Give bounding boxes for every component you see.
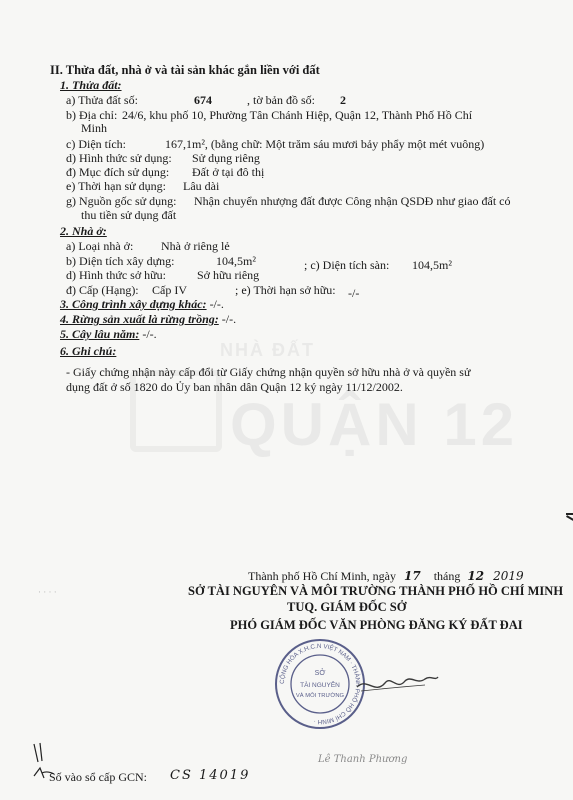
watermark-top: NHÀ ĐẤT	[220, 340, 315, 360]
term-value: Lâu dài	[183, 179, 220, 193]
parcel-row	[66, 93, 138, 107]
parcel-number: 674	[194, 93, 212, 107]
address-line1: 24/6, khu phố 10, Phường Tân Chánh Hiệp, Quận 12, Thành Phố Hồ Chí	[122, 108, 473, 122]
edge-mark	[566, 515, 573, 521]
area-value: 167,1m², (bằng chữ: Một trăm sáu mươi bảy phẩy một mét vuông)	[165, 137, 485, 151]
origin-label: g) Nguồn gốc sử dụng:	[66, 194, 177, 208]
gcn-label: Số vào sổ cấp GCN:	[49, 770, 147, 784]
origin-line1: Nhận chuyển nhượng đất được Công nhận QSDĐ như giao đất có	[194, 194, 511, 208]
parcel-label: a) Thửa đất số:	[66, 93, 138, 107]
place-date-prefix: Thành phố Hồ Chí Minh, ngày	[248, 569, 396, 583]
tuq-title: TUQ. GIÁM ĐỐC SỞ	[287, 600, 407, 614]
stamp-center-3: VÀ MÔI TRƯỜNG	[295, 693, 345, 699]
house-heading: 2. Nhà ở:	[60, 224, 107, 238]
stamp-center-2: TÀI NGUYÊN	[300, 682, 340, 689]
forest-row	[60, 312, 236, 326]
org-name: SỞ TÀI NGUYÊN VÀ MÔI TRƯỜNG THÀNH PHỐ HỒ CHÍ MINH	[188, 584, 564, 598]
notes-line2: dụng đất ở số 1820 do Ủy ban nhân dân Quận 12 ký ngày 11/12/2002.	[66, 380, 403, 394]
construction-row	[60, 297, 224, 311]
ownership-label: d) Hình thức sở hữu:	[66, 268, 167, 282]
year: 2019	[493, 569, 524, 583]
section-title: II. Thửa đất, nhà ở và tài sản khác gắn liền với đất	[50, 63, 320, 77]
floor-area-label: ; c) Diện tích sàn:	[304, 258, 390, 272]
deputy-title: PHÓ GIÁM ĐỐC VĂN PHÒNG ĐĂNG KÝ ĐẤT ĐAI	[230, 618, 523, 632]
signer-name: Lê Thanh Phương	[318, 754, 408, 765]
floor-area-value: 104,5m²	[412, 258, 452, 272]
land-heading: 1. Thửa đất:	[60, 78, 122, 92]
built-area-value: 104,5m²	[216, 254, 256, 268]
watermark-big: QUẬN 12	[230, 391, 519, 458]
origin-line2: thu tiền sử dụng đất	[81, 208, 177, 222]
grade-value: Cấp IV	[152, 283, 187, 297]
notes-heading: 6. Ghi chú:	[60, 344, 117, 358]
initial-mark-icon	[28, 742, 48, 764]
own-term-label: ; e) Thời hạn sở hữu:	[235, 283, 336, 297]
construction-heading: 3. Công trình xây dựng khác:	[60, 297, 207, 311]
built-area-label: b) Diện tích xây dựng:	[66, 254, 175, 268]
construction-value: -/-.	[209, 297, 224, 311]
signature-icon	[355, 665, 440, 700]
purpose-label: đ) Mục đích sử dụng:	[66, 165, 170, 179]
perennial-row	[60, 327, 157, 341]
gcn-value: CS 14019	[170, 768, 251, 783]
address-label: b) Địa chỉ:	[66, 108, 118, 122]
map-number: 2	[340, 93, 346, 107]
watermark-logo-icon	[130, 370, 222, 452]
forest-heading: 4. Rừng sản xuất là rừng trồng:	[60, 312, 219, 326]
perennial-heading: 5. Cây lâu năm:	[60, 327, 140, 341]
area-label: c) Diện tích:	[66, 137, 126, 151]
use-form-label: d) Hình thức sử dụng:	[66, 151, 172, 165]
purpose-value: Đất ở tại đô thị	[192, 165, 265, 179]
grade-label: đ) Cấp (Hạng):	[66, 283, 139, 297]
use-form-value: Sử dụng riêng	[192, 151, 260, 165]
house-type-value: Nhà ở riêng lẻ	[161, 239, 230, 253]
term-label: e) Thời hạn sử dụng:	[66, 179, 166, 193]
place-date	[248, 569, 524, 583]
watermark	[120, 340, 573, 480]
ownership-value: Sở hữu riêng	[197, 268, 260, 282]
day: 17	[404, 569, 421, 583]
official-stamp-icon	[274, 638, 366, 730]
stamp-ring-text: CỘNG HÒA X.H.C.N VIỆT NAM · THÀNH PHỐ HỒ CHÍ MINH ·	[278, 642, 362, 726]
own-term-value: -/-	[348, 286, 360, 300]
perennial-value: -/-.	[142, 327, 157, 341]
forest-value: -/-.	[221, 312, 237, 326]
house-type-label: a) Loại nhà ở:	[66, 239, 134, 253]
month-label: tháng	[433, 569, 461, 583]
address-line2: Minh	[81, 121, 108, 135]
faint-margin-mark: · · · ·	[38, 587, 57, 597]
notes-line1: - Giấy chứng nhận này cấp đổi từ Giấy chứng nhận quyền sở hữu nhà ở và quyền sử	[66, 365, 471, 379]
month: 12	[467, 569, 485, 583]
stamp-center-1: SỞ	[314, 670, 326, 677]
map-label: , tờ bản đồ số:	[247, 93, 316, 107]
